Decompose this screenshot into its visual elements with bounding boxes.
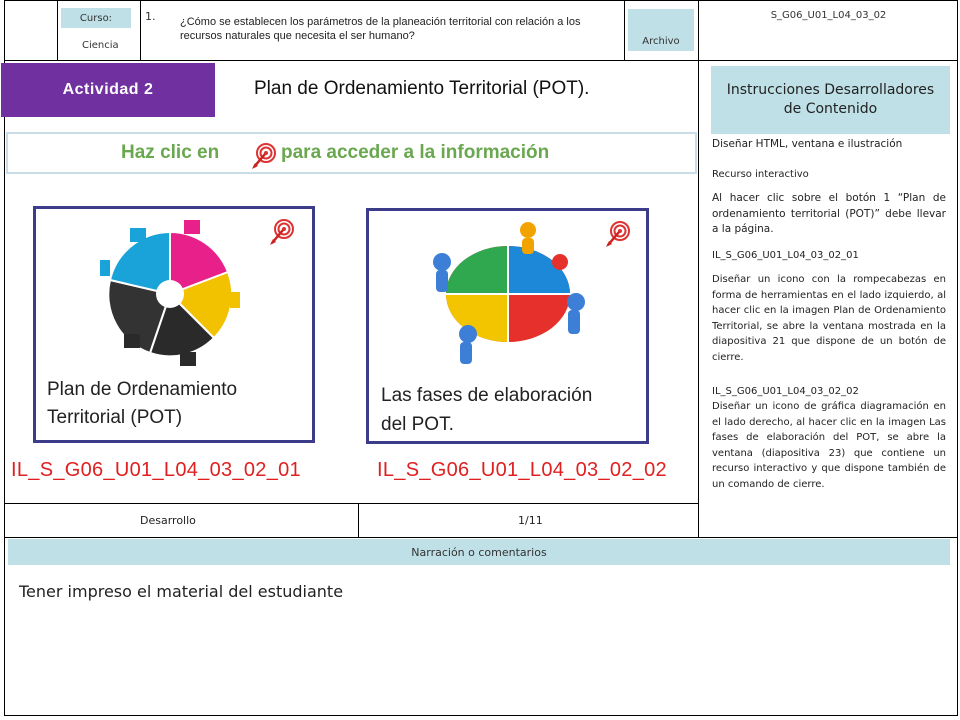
header-divider-4 xyxy=(698,0,699,60)
instructions-p5: Diseñar un icono con la rompecabezas en forma de herramientas en el lado izquierdo, al hacer clic en la imagen Plan de Ordenamiento Territorial, se abre la ventana mostrada en la diapositiva 21 que dispone de un botón de cierre. xyxy=(712,274,946,363)
instructions-p7: Diseñar un icono de gráfica diagramación en el lado derecho, al hacer clic en la imagen Las fases de elaboración del POT, se abre la ventana (diapositiva 23) que contiene un recurso interactivo y que dispone también de un comando de cierre. xyxy=(712,401,946,490)
instructions-p4: IL_S_G06_U01_L04_03_02_01 xyxy=(712,250,859,261)
question-number: 1. xyxy=(145,10,156,23)
footer-top-line xyxy=(4,503,699,504)
gear-puzzle-icon[interactable] xyxy=(100,214,240,374)
card1-label-line2: Territorial (POT) xyxy=(47,407,183,428)
puzzle-people-icon[interactable] xyxy=(416,216,598,376)
instructions-p3: Al hacer clic sobre el botón 1 “Plan de ordenamiento territorial (POT)” debe llevar a la página. xyxy=(712,192,946,235)
activity-title: Plan de Ordenamiento Territorial (POT). xyxy=(254,78,590,99)
header-bottom-line xyxy=(4,60,958,61)
card2-label-line2: del POT. xyxy=(381,414,454,435)
card2-label-line1: Las fases de elaboración xyxy=(381,385,593,406)
header-divider-2 xyxy=(140,0,141,60)
outer-border-top xyxy=(4,0,958,1)
instruction-text-before: Haz clic en xyxy=(121,142,220,163)
outer-border-bottom xyxy=(4,715,958,716)
instructions-title: Instrucciones Desarrolladores de Contenido xyxy=(711,66,950,134)
target-icon-card1[interactable] xyxy=(268,218,296,246)
card1-code: IL_S_G06_U01_L04_03_02_01 xyxy=(11,459,301,481)
card1-label-line1: Plan de Ordenamiento xyxy=(47,379,238,400)
question-text: ¿Cómo se establecen los parámetros de la planeación territorial con relación a los recursos naturales que necesita el ser humano? xyxy=(180,16,581,42)
header-divider-3 xyxy=(624,0,625,60)
archive-label: Archivo xyxy=(628,9,694,51)
outer-border-right xyxy=(957,0,958,716)
instructions-p1: Diseñar HTML, ventana e ilustración xyxy=(712,138,903,150)
narration-text: Tener impreso el material del estudiante xyxy=(19,582,344,601)
activity-tab: Actividad 2 xyxy=(1,63,215,117)
page-counter: 1/11 xyxy=(518,514,543,527)
narration-top-line xyxy=(4,537,958,538)
header-divider-1 xyxy=(57,0,58,60)
course-label: Curso: xyxy=(61,8,131,28)
instruction-text-after: para acceder a la información xyxy=(281,142,550,163)
target-icon-card2[interactable] xyxy=(604,220,632,248)
file-code: S_G06_U01_L04_03_02 xyxy=(770,10,887,21)
instructions-p6: IL_S_G06_U01_L04_03_02_02 xyxy=(712,386,859,397)
instructions-p2: Recurso interactivo xyxy=(712,169,809,180)
target-click-icon xyxy=(250,142,278,170)
panel-divider xyxy=(698,60,699,538)
stage-label: Desarrollo xyxy=(140,514,196,527)
narration-header: Narración o comentarios xyxy=(8,539,950,565)
course-value: Ciencia xyxy=(82,40,119,51)
footer-divider xyxy=(358,503,359,538)
card2-code: IL_S_G06_U01_L04_03_02_02 xyxy=(377,459,667,481)
